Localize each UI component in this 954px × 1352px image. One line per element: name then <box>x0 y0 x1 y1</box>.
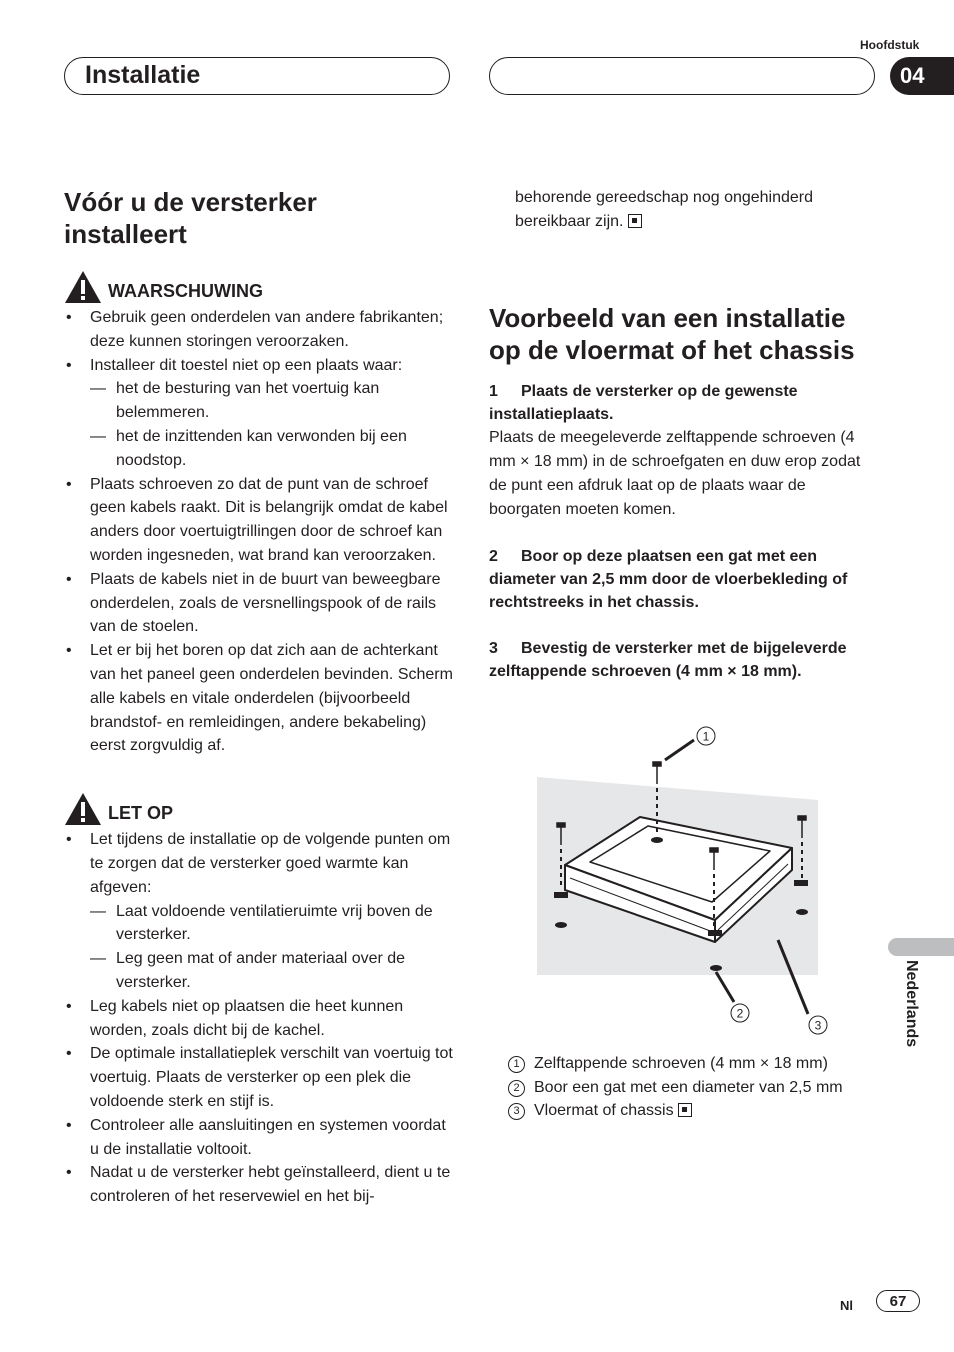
list-item: • Plaats schroeven zo dat de punt van de schroef geen kabels raakt. Dit is belangrijk omdat de kabel anders door voertuigtrillingen door de schroef kan worden ingesneden, wat brand kan veroorzaken. <box>64 473 454 568</box>
legend-item <box>508 1052 843 1076</box>
step <box>489 545 879 614</box>
legend-text: Boor een gat met een diameter van 2,5 mm <box>534 1078 843 1096</box>
step-title: Boor op deze plaatsen een gat met een diameter van 2,5 mm door de vloerbekleding of rechtstreeks in het chassis. <box>489 548 848 611</box>
legend-item <box>508 1099 843 1123</box>
legend-number: 3 <box>508 1103 525 1120</box>
svg-text:2: 2 <box>736 1006 744 1021</box>
sub-list-item: — het de inzittenden kan verwonden bij een noodstop. <box>90 425 454 473</box>
end-mark-icon <box>678 1103 692 1117</box>
language-tab-label: Nederlands <box>903 960 920 1048</box>
legend-text: Vloermat of chassis <box>534 1102 674 1119</box>
chapter-label: Hoofdstuk <box>860 38 920 52</box>
callout-3 <box>809 1016 827 1034</box>
warning-title: WAARSCHUWING <box>108 280 263 301</box>
section-title-pill <box>64 57 450 95</box>
list-item: • Leg kabels niet op plaatsen die heet kunnen worden, zoals dicht bij de kachel. <box>64 995 454 1043</box>
callout-1 <box>697 727 715 745</box>
chapter-number: 04 <box>890 57 954 95</box>
step-title: Plaats de versterker op de gewenste installatieplaats. <box>489 383 798 423</box>
warning-header <box>64 270 454 304</box>
sub-list-item: — het de besturing van het voertuig kan belemmeren. <box>90 377 454 425</box>
continuation-text: behorende gereedschap nog ongehinderd bereikbaar zijn. <box>515 189 814 230</box>
svg-text:3: 3 <box>814 1018 822 1033</box>
step-number: 1 <box>489 383 498 400</box>
caution-list <box>64 828 454 1209</box>
list-item: • Nadat u de versterker hebt geïnstalleerd, dient u te controleren of het reservewiel en het bij- <box>64 1161 454 1209</box>
legend-text: Zelftappende schroeven (4 mm × 18 mm) <box>534 1055 828 1072</box>
list-item: • Controleer alle aansluitingen en systemen voordat u de installatie voltooit. <box>64 1114 454 1162</box>
sub-list <box>90 377 454 472</box>
step <box>489 380 879 522</box>
header-pill-empty <box>489 57 875 95</box>
section-heading: Vóór u de versterker installeert <box>64 187 317 249</box>
right-column <box>489 186 879 683</box>
list-item: • Let tijdens de installatie op de volgende punten om te zorgen dat de versterker goed warmte kan afgeven: — Laat voldoende ventilatieruimte vrij boven de versterker. — Leg geen mat of ander materiaal over de versterker. <box>64 828 454 995</box>
legend-number: 2 <box>508 1080 525 1097</box>
list-item: • Plaats de kabels niet in de buurt van beweegbare onderdelen, zoals de versnellingspook of de rails van de stoelen. <box>64 568 454 639</box>
legend-number: 1 <box>508 1056 525 1073</box>
sub-list-item: — Laat voldoende ventilatieruimte vrij boven de versterker. <box>90 900 454 948</box>
caution-header <box>64 792 454 826</box>
callout-2 <box>731 1004 749 1022</box>
warning-icon <box>64 270 102 304</box>
warning-list <box>64 306 454 758</box>
left-column <box>64 186 454 1209</box>
list-item: • Gebruik geen onderdelen van andere fabrikanten; deze kunnen storingen veroorzaken. <box>64 306 454 354</box>
step-body: Plaats de meegeleverde zelftappende schroeven (4 mm × 18 mm) in de schroefgaten en duw erop zodat de punt een afdruk laat op de plaats waar de boorgaten moeten komen. <box>489 429 861 518</box>
svg-text:1: 1 <box>702 729 710 744</box>
end-mark-icon <box>628 214 642 228</box>
sub-list <box>90 900 454 995</box>
legend-item <box>508 1076 843 1100</box>
sub-list-item: — Leg geen mat of ander materiaal over de versterker. <box>90 947 454 995</box>
page-number: 67 <box>876 1290 920 1312</box>
section-title: Installatie <box>85 61 201 89</box>
step-number: 3 <box>489 640 498 657</box>
caution-title: LET OP <box>108 802 174 823</box>
list-item: • Installeer dit toestel niet op een plaats waar: — het de besturing van het voertuig kan belemmeren. — het de inzittenden kan verwonden bij een noodstop. <box>64 354 454 473</box>
caution-icon <box>64 792 102 826</box>
step-number: 2 <box>489 548 498 565</box>
language-code: Nl <box>840 1298 853 1313</box>
figure-legend <box>508 1052 843 1123</box>
list-item: • De optimale installatieplek verschilt van voertuig tot voertuig. Plaats de versterker op een plek die voldoende sterk en stijf is. <box>64 1042 454 1113</box>
installation-figure <box>530 720 830 1040</box>
step <box>489 637 879 683</box>
step-title: Bevestig de versterker met de bijgeleverde zelftappende schroeven (4 mm × 18 mm). <box>489 640 847 680</box>
list-item: • Let er bij het boren op dat zich aan de achterkant van het paneel geen onderdelen bevinden. Scherm alle kabels en vitale onderdelen (bijvoorbeeld brandstof- en remleidingen, andere bekabeling) eerst zorgvuldig af. <box>64 639 454 758</box>
section-heading: Voorbeeld van een installatie op de vloermat of het chassis <box>489 303 855 365</box>
language-tab-marker <box>888 938 954 956</box>
